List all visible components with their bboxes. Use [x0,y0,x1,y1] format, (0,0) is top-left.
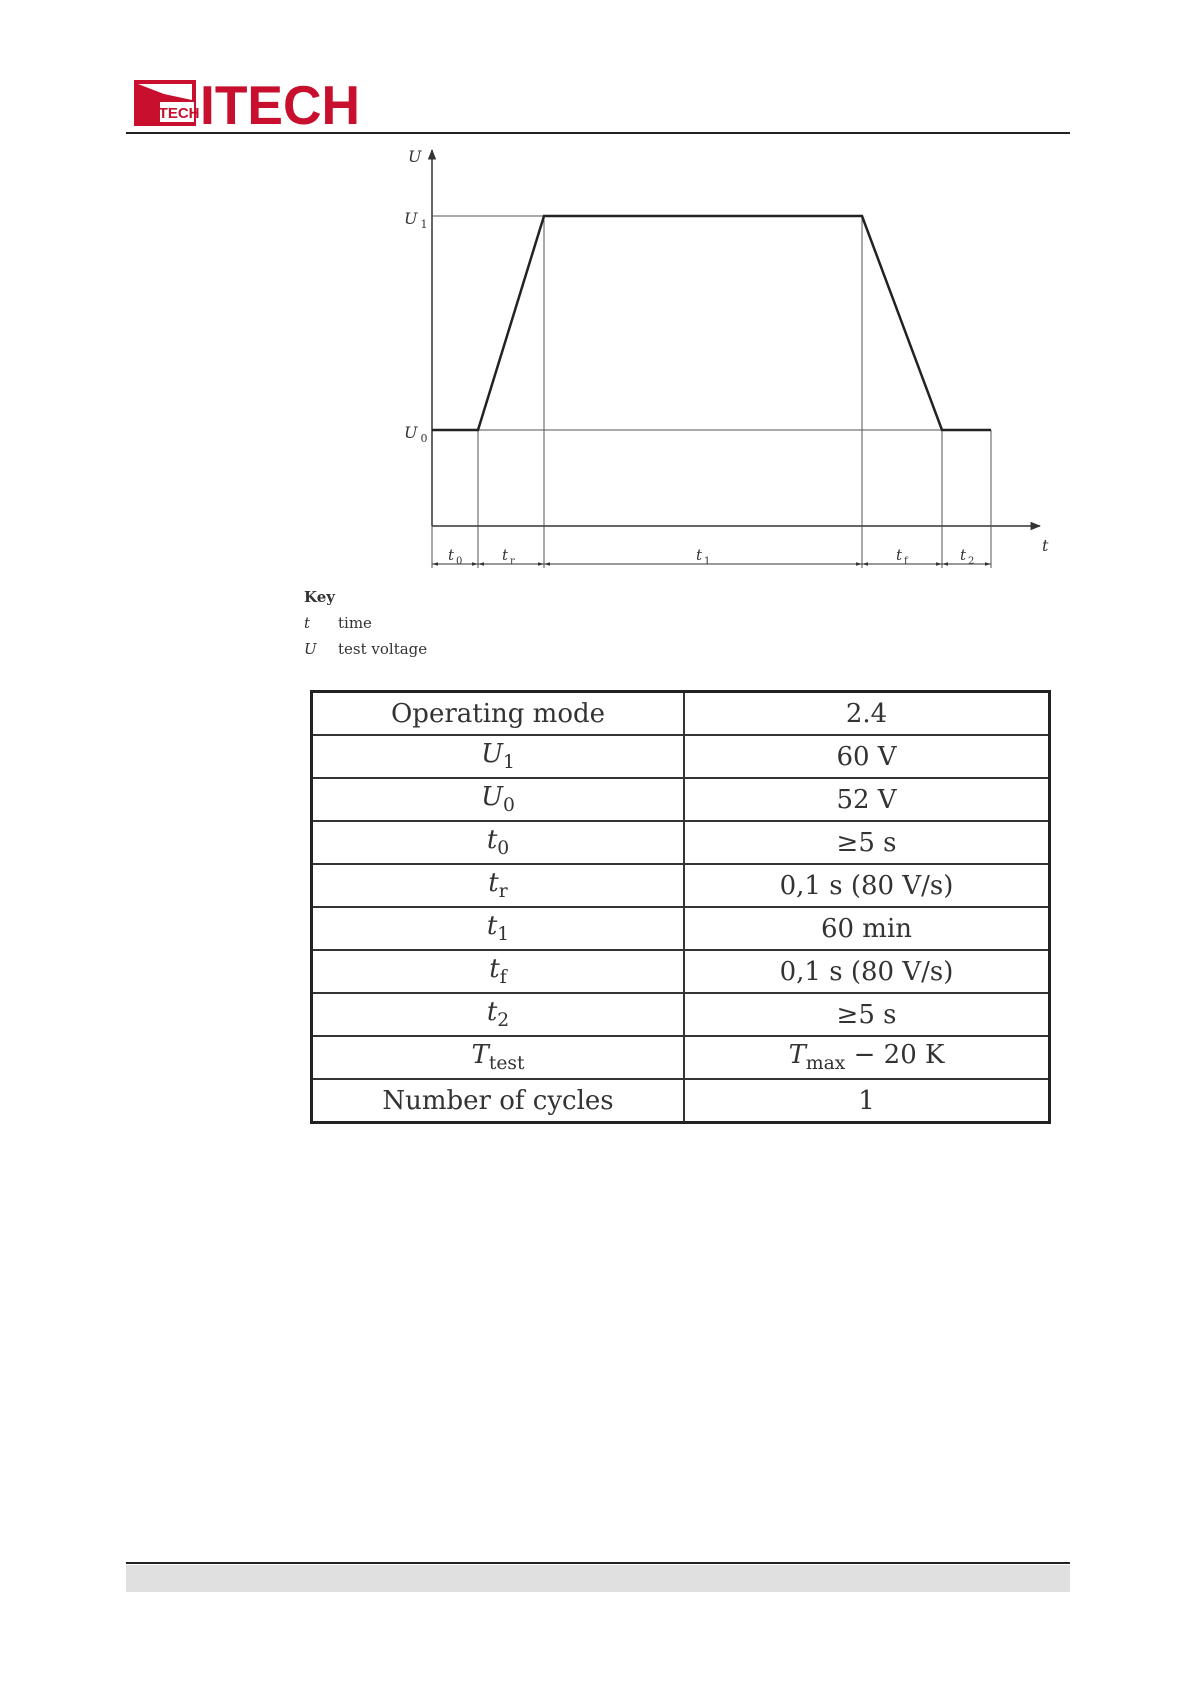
logo-badge-text: ITECH [154,105,200,122]
param-cell: $t_2$ [312,993,685,1036]
itech-logo [134,80,364,126]
header-rule [126,132,1070,134]
value-cell: 0,1 s (80 V/s) [684,950,1050,993]
param-cell: $U_1$ [312,735,685,778]
y-axis-label: U [408,147,422,166]
value-cell: 60 min [684,907,1050,950]
t2-label: t $_2$ [960,546,975,567]
key-description: time [338,614,372,632]
param-cell: Operating mode [312,692,685,736]
footer-bar [126,1565,1070,1592]
table-row [312,950,1050,993]
table-row [312,821,1050,864]
x-axis-label: t [1042,536,1049,555]
table-row [312,735,1050,778]
table-row [312,778,1050,821]
tr-label: t $_r$ [502,546,515,567]
value-cell: ≥5 s [684,993,1050,1036]
param-cell: $U_0$ [312,778,685,821]
value-cell: 0,1 s (80 V/s) [684,864,1050,907]
param-cell: Number of cycles [312,1079,685,1123]
key-item [304,636,427,662]
key-item [304,610,427,636]
param-cell: $t_f$ [312,950,685,993]
tf-label: t $_f$ [896,546,908,567]
logo-wordmark: ITECH [200,80,360,126]
key-description: test voltage [338,640,428,658]
table-row [312,1036,1050,1079]
table-row [312,1079,1050,1123]
key-symbol: U [304,640,317,658]
value-cell: $T_{max} - 20$ K [684,1036,1050,1079]
value-cell: 60 V [684,735,1050,778]
value-cell: 2.4 [684,692,1050,736]
table-row [312,907,1050,950]
table-row [312,993,1050,1036]
param-cell: $T_{test}$ [312,1036,685,1079]
value-cell: 52 V [684,778,1050,821]
table-row [312,864,1050,907]
u0-label: U $_0$ [404,423,428,445]
t1-label: t $_1$ [696,546,711,567]
diagram-key [304,584,427,662]
u1-label: U $_1$ [404,209,428,231]
value-cell: 1 [684,1079,1050,1123]
param-cell: $t_0$ [312,821,685,864]
param-cell: $t_r$ [312,864,685,907]
key-symbol: t [304,614,311,632]
t0-label: t $_0$ [448,546,463,567]
voltage-profile-curve [432,216,991,430]
footer-rule [126,1562,1070,1564]
table-row [312,692,1050,736]
value-cell: ≥5 s [684,821,1050,864]
test-parameters-table [310,690,1051,1124]
param-cell: $t_1$ [312,907,685,950]
key-title: Key [304,588,335,606]
voltage-profile-diagram [390,140,1070,580]
